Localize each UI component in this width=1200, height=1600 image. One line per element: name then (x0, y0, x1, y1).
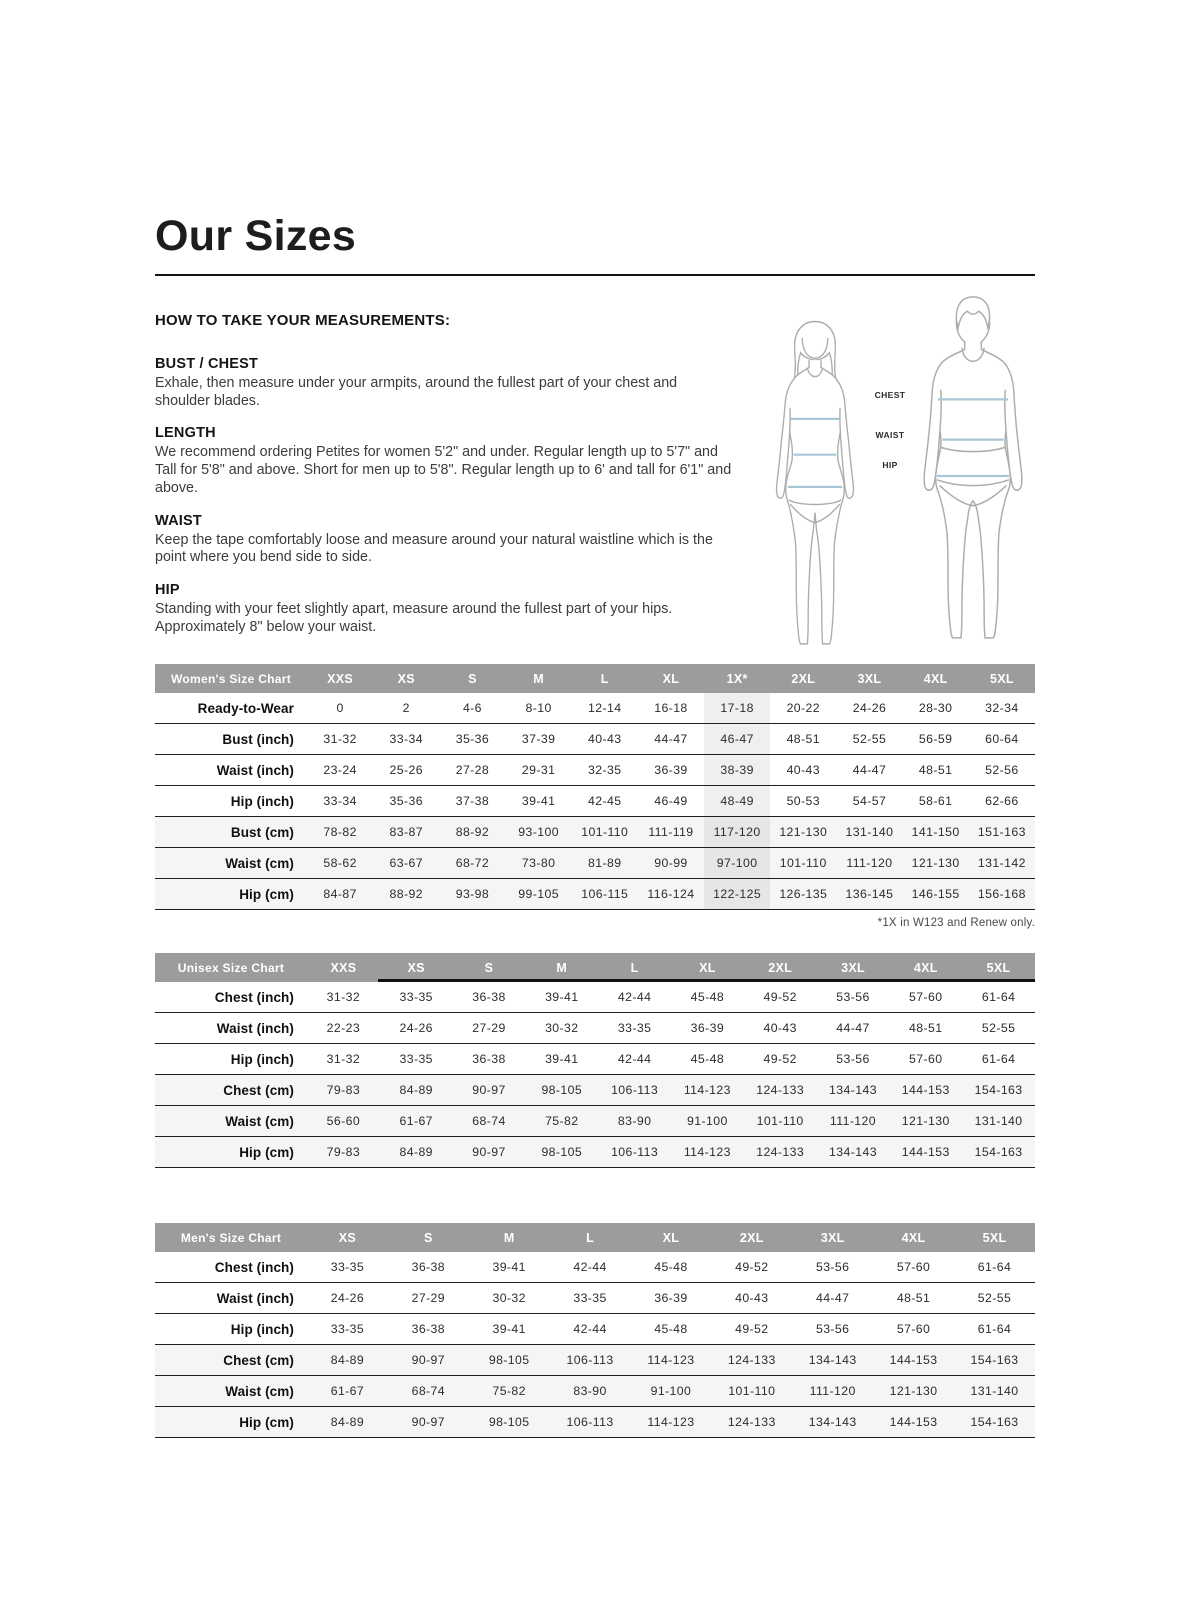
size-cell: 45-48 (671, 1044, 744, 1075)
size-cell: 27-29 (453, 1013, 526, 1044)
size-cell: 29-31 (506, 755, 572, 786)
size-cell: 36-38 (388, 1314, 469, 1345)
size-cell: 61-64 (954, 1314, 1035, 1345)
size-cell: 134-143 (792, 1345, 873, 1376)
column-header: L (598, 953, 671, 982)
column-header: XL (631, 1223, 712, 1252)
mens-size-table (155, 1223, 1035, 1438)
table-row (155, 879, 1035, 910)
row-label: Waist (inch) (155, 1013, 307, 1044)
size-cell: 131-140 (962, 1106, 1035, 1137)
size-cell: 106-113 (598, 1137, 671, 1168)
size-cell: 31-32 (307, 724, 373, 755)
table-header-row (155, 664, 1035, 693)
size-cell: 68-74 (388, 1376, 469, 1407)
hip-label: HIP (882, 460, 898, 470)
section-heading: WAIST (155, 512, 202, 529)
table-row (155, 1013, 1035, 1044)
size-cell: 101-110 (572, 817, 638, 848)
row-label: Hip (cm) (155, 879, 307, 910)
section-heading: BUST / CHEST (155, 356, 259, 372)
table-row (155, 1345, 1035, 1376)
size-cell: 61-64 (962, 1044, 1035, 1075)
section-body: Standing with your feet slightly apart, measure around the fullest part of your hips. Approximately 8" below your waist. (155, 601, 673, 635)
row-label: Chest (cm) (155, 1075, 307, 1106)
size-cell: 53-56 (817, 1044, 890, 1075)
size-cell: 98-105 (469, 1345, 550, 1376)
womens-size-chart (155, 664, 1035, 910)
size-cell: 79-83 (307, 1075, 380, 1106)
size-cell: 134-143 (792, 1407, 873, 1438)
column-header: 5XL (954, 1223, 1035, 1252)
size-cell: 84-89 (380, 1075, 453, 1106)
header-underline (378, 979, 1035, 982)
size-cell: 57-60 (889, 1044, 962, 1075)
column-header: XS (380, 953, 453, 982)
size-cell: 83-87 (373, 817, 439, 848)
column-header: 4XL (889, 953, 962, 982)
table-row (155, 1314, 1035, 1345)
section-bust-chest (155, 356, 733, 410)
mens-size-chart (155, 1223, 1035, 1438)
size-cell: 101-110 (711, 1376, 792, 1407)
size-cell: 33-35 (307, 1252, 388, 1283)
size-cell: 44-47 (817, 1013, 890, 1044)
column-header: L (550, 1223, 631, 1252)
size-cell: 36-39 (671, 1013, 744, 1044)
size-cell: 33-35 (307, 1314, 388, 1345)
column-header: 3XL (792, 1223, 873, 1252)
size-cell: 42-44 (550, 1252, 631, 1283)
size-cell: 93-98 (439, 879, 505, 910)
waist-label: WAIST (875, 430, 905, 440)
section-waist (155, 513, 733, 567)
table-row (155, 1283, 1035, 1314)
size-cell: 114-123 (631, 1345, 712, 1376)
size-cell: 49-52 (744, 982, 817, 1013)
row-label: Hip (inch) (155, 1044, 307, 1075)
size-cell: 131-142 (969, 848, 1035, 879)
table-row (155, 1252, 1035, 1283)
page-title: Our Sizes (155, 212, 357, 260)
size-cell: 134-143 (817, 1075, 890, 1106)
section-body: Keep the tape comfortably loose and measure around your natural waistline which is the point where you bend side to side. (155, 531, 713, 566)
size-cell: 44-47 (836, 755, 902, 786)
size-cell: 61-64 (962, 982, 1035, 1013)
row-label: Hip (cm) (155, 1407, 307, 1438)
size-cell: 58-61 (903, 786, 969, 817)
size-cell: 33-34 (307, 786, 373, 817)
size-cell: 40-43 (711, 1283, 792, 1314)
size-cell: 48-51 (770, 724, 836, 755)
size-cell: 35-36 (439, 724, 505, 755)
size-cell: 98-105 (525, 1137, 598, 1168)
size-cell: 144-153 (889, 1075, 962, 1106)
column-header: M (525, 953, 598, 982)
column-header: XL (638, 664, 704, 693)
size-cell: 146-155 (903, 879, 969, 910)
chest-label: CHEST (874, 390, 906, 400)
row-label: Waist (inch) (155, 1283, 307, 1314)
size-cell: 50-53 (770, 786, 836, 817)
size-cell: 111-120 (836, 848, 902, 879)
size-cell: 46-47 (704, 724, 770, 755)
size-cell: 48-51 (903, 755, 969, 786)
size-cell: 33-35 (380, 1044, 453, 1075)
size-cell: 31-32 (307, 982, 380, 1013)
size-cell: 36-39 (638, 755, 704, 786)
size-cell: 24-26 (380, 1013, 453, 1044)
size-cell: 111-120 (817, 1106, 890, 1137)
size-cell: 144-153 (889, 1137, 962, 1168)
size-cell: 22-23 (307, 1013, 380, 1044)
size-cell: 131-140 (954, 1376, 1035, 1407)
column-header: XL (671, 953, 744, 982)
column-header: 5XL (969, 664, 1035, 693)
size-cell: 45-48 (631, 1252, 712, 1283)
size-cell: 79-83 (307, 1137, 380, 1168)
size-cell: 35-36 (373, 786, 439, 817)
size-cell: 144-153 (873, 1345, 954, 1376)
size-cell: 93-100 (506, 817, 572, 848)
size-cell: 39-41 (525, 1044, 598, 1075)
size-cell: 23-24 (307, 755, 373, 786)
how-to-heading: HOW TO TAKE YOUR MEASUREMENTS: (155, 312, 451, 329)
size-cell: 49-52 (711, 1252, 792, 1283)
row-label: Hip (inch) (155, 1314, 307, 1345)
column-header: M (506, 664, 572, 693)
table-row (155, 693, 1035, 724)
unisex-size-table (155, 953, 1035, 1168)
size-cell: 106-113 (550, 1345, 631, 1376)
size-cell: 144-153 (873, 1407, 954, 1438)
size-cell: 84-87 (307, 879, 373, 910)
size-cell: 124-133 (711, 1407, 792, 1438)
size-cell: 42-45 (572, 786, 638, 817)
table-row (155, 1106, 1035, 1137)
female-figure-illustration (764, 316, 866, 654)
size-cell: 4-6 (439, 693, 505, 724)
table-row (155, 786, 1035, 817)
size-cell: 154-163 (962, 1075, 1035, 1106)
size-cell: 134-143 (817, 1137, 890, 1168)
size-cell: 75-82 (469, 1376, 550, 1407)
size-cell: 111-119 (638, 817, 704, 848)
womens-size-footnote: *1X in W123 and Renew only. (877, 917, 1035, 929)
size-cell: 106-115 (572, 879, 638, 910)
size-cell: 136-145 (836, 879, 902, 910)
size-cell: 83-90 (598, 1106, 671, 1137)
table-header-row (155, 953, 1035, 982)
size-cell: 52-55 (836, 724, 902, 755)
size-cell: 84-89 (380, 1137, 453, 1168)
size-cell: 101-110 (744, 1106, 817, 1137)
size-cell: 61-67 (307, 1376, 388, 1407)
size-cell: 98-105 (525, 1075, 598, 1106)
column-header: XS (373, 664, 439, 693)
size-cell: 97-100 (704, 848, 770, 879)
section-heading: HIP (155, 582, 180, 599)
size-cell: 24-26 (836, 693, 902, 724)
size-cell: 61-64 (954, 1252, 1035, 1283)
size-cell: 27-29 (388, 1283, 469, 1314)
column-header: 3XL (817, 953, 890, 982)
column-header: L (572, 664, 638, 693)
size-cell: 81-89 (572, 848, 638, 879)
size-cell: 84-89 (307, 1345, 388, 1376)
size-cell: 52-55 (954, 1283, 1035, 1314)
size-cell: 124-133 (744, 1075, 817, 1106)
size-cell: 90-99 (638, 848, 704, 879)
size-cell: 91-100 (631, 1376, 712, 1407)
size-cell: 33-35 (380, 982, 453, 1013)
row-label: Waist (inch) (155, 755, 307, 786)
size-cell: 40-43 (744, 1013, 817, 1044)
size-cell: 131-140 (836, 817, 902, 848)
size-cell: 44-47 (638, 724, 704, 755)
size-cell: 48-49 (704, 786, 770, 817)
size-cell: 57-60 (873, 1252, 954, 1283)
size-cell: 121-130 (903, 848, 969, 879)
size-cell: 154-163 (962, 1137, 1035, 1168)
size-cell: 56-59 (903, 724, 969, 755)
size-cell: 39-41 (469, 1314, 550, 1345)
size-cell: 49-52 (711, 1314, 792, 1345)
size-cell: 17-18 (704, 693, 770, 724)
size-cell: 106-113 (550, 1407, 631, 1438)
size-cell: 46-49 (638, 786, 704, 817)
size-cell: 121-130 (873, 1376, 954, 1407)
size-cell: 48-51 (873, 1283, 954, 1314)
size-cell: 42-44 (550, 1314, 631, 1345)
size-cell: 124-133 (711, 1345, 792, 1376)
column-header: XXS (307, 664, 373, 693)
male-figure-illustration (912, 294, 1034, 658)
column-header: 4XL (903, 664, 969, 693)
size-cell: 28-30 (903, 693, 969, 724)
table-header-row (155, 1223, 1035, 1252)
size-cell: 68-72 (439, 848, 505, 879)
size-cell: 88-92 (439, 817, 505, 848)
size-cell: 39-41 (525, 982, 598, 1013)
size-cell: 40-43 (770, 755, 836, 786)
size-cell: 39-41 (506, 786, 572, 817)
size-cell: 122-125 (704, 879, 770, 910)
row-label: Bust (cm) (155, 817, 307, 848)
column-header: S (439, 664, 505, 693)
size-cell: 57-60 (873, 1314, 954, 1345)
size-cell: 42-44 (598, 982, 671, 1013)
size-cell: 154-163 (954, 1407, 1035, 1438)
size-cell: 58-62 (307, 848, 373, 879)
size-cell: 33-35 (598, 1013, 671, 1044)
size-cell: 99-105 (506, 879, 572, 910)
column-header: 2XL (770, 664, 836, 693)
column-header: 5XL (962, 953, 1035, 982)
table-title: Unisex Size Chart (155, 953, 307, 982)
section-hip (155, 582, 733, 636)
size-cell: 30-32 (525, 1013, 598, 1044)
size-cell: 124-133 (744, 1137, 817, 1168)
table-row (155, 982, 1035, 1013)
size-cell: 117-120 (704, 817, 770, 848)
size-cell: 63-67 (373, 848, 439, 879)
row-label: Waist (cm) (155, 1106, 307, 1137)
row-label: Ready-to-Wear (155, 693, 307, 724)
size-cell: 45-48 (631, 1314, 712, 1345)
row-label: Waist (cm) (155, 848, 307, 879)
table-row (155, 817, 1035, 848)
row-label: Bust (inch) (155, 724, 307, 755)
womens-size-table (155, 664, 1035, 910)
size-cell: 98-105 (469, 1407, 550, 1438)
section-heading: LENGTH (155, 425, 216, 442)
size-cell: 141-150 (903, 817, 969, 848)
size-cell: 52-56 (969, 755, 1035, 786)
size-cell: 101-110 (770, 848, 836, 879)
size-cell: 73-80 (506, 848, 572, 879)
size-cell: 114-123 (671, 1137, 744, 1168)
table-row (155, 1376, 1035, 1407)
column-header: S (453, 953, 526, 982)
measurement-figures (740, 294, 1050, 664)
size-cell: 16-18 (638, 693, 704, 724)
size-cell: 45-48 (671, 982, 744, 1013)
size-cell: 90-97 (388, 1345, 469, 1376)
size-cell: 49-52 (744, 1044, 817, 1075)
size-cell: 78-82 (307, 817, 373, 848)
column-header: 2XL (744, 953, 817, 982)
size-cell: 53-56 (792, 1252, 873, 1283)
table-row (155, 1137, 1035, 1168)
table-title: Men's Size Chart (155, 1223, 307, 1252)
size-cell: 75-82 (525, 1106, 598, 1137)
size-cell: 83-90 (550, 1376, 631, 1407)
size-cell: 25-26 (373, 755, 439, 786)
table-row (155, 848, 1035, 879)
size-cell: 36-38 (453, 1044, 526, 1075)
row-label: Hip (inch) (155, 786, 307, 817)
size-cell: 32-35 (572, 755, 638, 786)
column-header: S (388, 1223, 469, 1252)
size-cell: 24-26 (307, 1283, 388, 1314)
size-cell: 36-38 (453, 982, 526, 1013)
size-cell: 60-64 (969, 724, 1035, 755)
size-cell: 114-123 (631, 1407, 712, 1438)
table-row (155, 755, 1035, 786)
size-cell: 156-168 (969, 879, 1035, 910)
size-cell: 37-38 (439, 786, 505, 817)
size-cell: 91-100 (671, 1106, 744, 1137)
size-cell: 90-97 (453, 1075, 526, 1106)
section-body: We recommend ordering Petites for women 5'2" and under. Regular length up to 5'7" and Tall for 5'8" and above. Short for men up to 5'8". Regular length up to 6' and tall for 6'1" and above. (155, 444, 732, 496)
size-cell: 68-74 (453, 1106, 526, 1137)
size-cell: 53-56 (817, 982, 890, 1013)
size-cell: 39-41 (469, 1252, 550, 1283)
size-cell: 8-10 (506, 693, 572, 724)
row-label: Hip (cm) (155, 1137, 307, 1168)
column-header: XXS (307, 953, 380, 982)
row-label: Chest (inch) (155, 982, 307, 1013)
unisex-size-chart (155, 953, 1035, 1168)
size-cell: 126-135 (770, 879, 836, 910)
size-cell: 36-39 (631, 1283, 712, 1314)
column-header: XS (307, 1223, 388, 1252)
table-title: Women's Size Chart (155, 664, 307, 693)
column-header: 3XL (836, 664, 902, 693)
size-cell: 57-60 (889, 982, 962, 1013)
size-cell: 88-92 (373, 879, 439, 910)
size-cell: 56-60 (307, 1106, 380, 1137)
size-cell: 32-34 (969, 693, 1035, 724)
size-cell: 2 (373, 693, 439, 724)
size-cell: 61-67 (380, 1106, 453, 1137)
column-header: 4XL (873, 1223, 954, 1252)
size-cell: 154-163 (954, 1345, 1035, 1376)
size-cell: 20-22 (770, 693, 836, 724)
measurement-instructions (155, 312, 1035, 664)
size-cell: 62-66 (969, 786, 1035, 817)
size-cell: 121-130 (770, 817, 836, 848)
title-divider (155, 274, 1035, 276)
table-row (155, 1075, 1035, 1106)
size-cell: 42-44 (598, 1044, 671, 1075)
size-cell: 44-47 (792, 1283, 873, 1314)
size-cell: 84-89 (307, 1407, 388, 1438)
size-cell: 114-123 (671, 1075, 744, 1106)
size-cell: 30-32 (469, 1283, 550, 1314)
size-cell: 40-43 (572, 724, 638, 755)
section-body: Exhale, then measure under your armpits, around the fullest part of your chest and shoulder blades. (155, 375, 678, 409)
size-cell: 33-35 (550, 1283, 631, 1314)
size-cell: 31-32 (307, 1044, 380, 1075)
row-label: Chest (cm) (155, 1345, 307, 1376)
size-cell: 53-56 (792, 1314, 873, 1345)
size-cell: 121-130 (889, 1106, 962, 1137)
size-cell: 37-39 (506, 724, 572, 755)
table-row (155, 1407, 1035, 1438)
table-row (155, 1044, 1035, 1075)
size-cell: 54-57 (836, 786, 902, 817)
size-cell: 12-14 (572, 693, 638, 724)
size-cell: 27-28 (439, 755, 505, 786)
size-cell: 116-124 (638, 879, 704, 910)
size-cell: 0 (307, 693, 373, 724)
size-cell: 90-97 (453, 1137, 526, 1168)
section-length (155, 425, 733, 497)
size-cell: 52-55 (962, 1013, 1035, 1044)
size-cell: 36-38 (388, 1252, 469, 1283)
size-cell: 106-113 (598, 1075, 671, 1106)
column-header: 1X* (704, 664, 770, 693)
column-header: M (469, 1223, 550, 1252)
row-label: Waist (cm) (155, 1376, 307, 1407)
size-cell: 90-97 (388, 1407, 469, 1438)
size-cell: 33-34 (373, 724, 439, 755)
size-cell: 111-120 (792, 1376, 873, 1407)
size-cell: 38-39 (704, 755, 770, 786)
row-label: Chest (inch) (155, 1252, 307, 1283)
table-row (155, 724, 1035, 755)
column-header: 2XL (711, 1223, 792, 1252)
size-cell: 151-163 (969, 817, 1035, 848)
size-cell: 48-51 (889, 1013, 962, 1044)
